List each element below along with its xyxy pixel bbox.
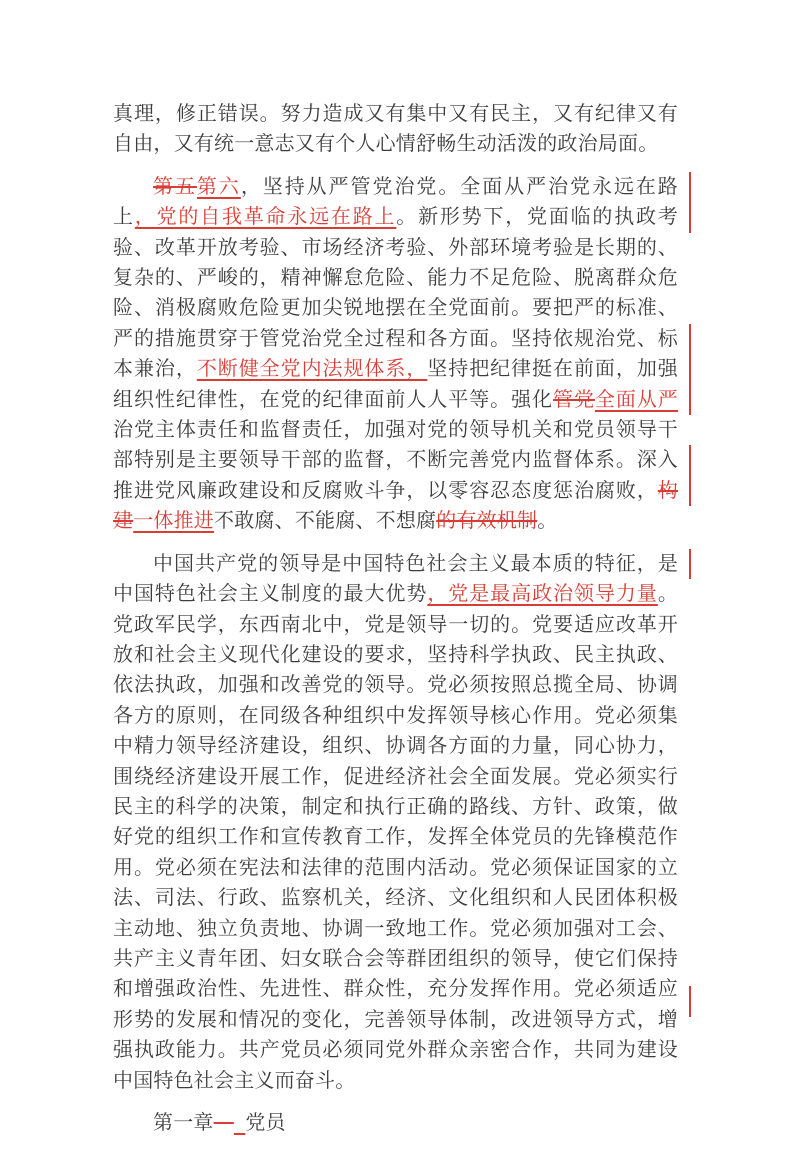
inserted-text-run: ，党是最高政治领导力量 [427, 583, 658, 606]
text-run: 坚持把纪律挺在前面，加强组织性纪律性，在党的纪律面前人人平等。强化 [113, 358, 678, 411]
paragraph-continuation [113, 99, 678, 160]
text-run: 治党主体责任和监督责任，加强对党的领导机关和党员领导干部特别是主要领导干部的监督，不断完善党内监督体系。深入推进党风廉政建设和反腐败斗争，以零容忍态度惩治腐败， [113, 419, 678, 502]
text-run: 中国共产党的领导是中国特色社会主义最本质的特征，是中国特色社会主义制度的最大优势 [113, 552, 678, 606]
deleted-text-run: 第五 [153, 175, 197, 198]
inserted-text-run: 全面从严 [594, 388, 678, 411]
text-run: 党员 [245, 1112, 286, 1134]
revision-change-bar [689, 172, 691, 233]
text-run: 。 [537, 510, 558, 533]
chapter-one-heading [113, 1108, 678, 1138]
text-run: 不敢腐、不能腐、不想腐 [214, 510, 437, 533]
deleted-text-run: 管党 [553, 388, 595, 411]
text-run: 。新形势下，党面临的执政考验、改革开放考验、市场经济考验、外部环境考验是长期的、复杂的、严峻的，精神懈怠危险、能力不足危险、脱离群众危险、消极腐败危险更加尖锐地摆在全党面前。要把严的标准、严的措施贯穿于管党治党全过程和各方面。坚持依规治党、标本兼治， [113, 206, 678, 381]
document-text-body[interactable] [113, 99, 678, 1150]
deleted-text-run [214, 1112, 234, 1134]
revision-change-bar [689, 324, 691, 415]
paragraph-strict-party-governance [113, 172, 678, 537]
revision-change-bar [689, 986, 691, 1017]
revision-change-bar [689, 445, 691, 506]
inserted-text-run: 一体推进 [133, 510, 215, 533]
deleted-text-run: 构建 [113, 479, 678, 533]
inserted-text-run: 不断健全党内法规体系， [196, 358, 428, 381]
revision-change-bar [689, 549, 691, 579]
inserted-text-run: 第六 [196, 175, 241, 198]
paragraph-party-leadership [113, 549, 678, 1096]
text-run: 。党政军民学，东西南北中，党是领导一切的。党要适应改革开放和社会主义现代化建设的要求，坚持科学执政、民主执政、依法执政，加强和改善党的领导。党必须按照总揽全局、协调各方的原则，在同级各种组织中发挥领导核心作用。党必须集中精力领导经济建设，组织、协调各方面的力量，同心协力，围绕经济建设开展工作，促进经济社会全面发展。党必须实行民主的科学的决策，制定和执行正确的路线、方针、政策，做好党的组织工作和宣传教育工作，发挥全体党员的先锋模范作用。党必须在宪法和法律的范围内活动。党必须保证国家的立法、司法、行政、监察机关，经济、文化组织和人民团体积极主动地、独立负责地、协调一致地工作。党必须加强对工会、共产主义青年团、妇女联合会等群团组织的领导，使它们保持和增强政治性、先进性、群众性，充分发挥作用。党必须适应形势的发展和情况的变化，完善领导体制，改进领导方式，增强执政能力。共产党员必须同党外群众亲密合作，共同为建设中国特色社会主义而奋斗。 [113, 583, 679, 1092]
inserted-text-run [234, 1112, 246, 1134]
text-run: 第一章 [153, 1112, 214, 1134]
text-run: ，坚持从严管党治党。全面从严治党永远在路上 [113, 175, 679, 229]
text-run: 真理，修正错误。努力造成又有集中又有民主，又有纪律又有自由，又有统一意志又有个人心情舒畅生动活泼的政治局面。 [113, 103, 678, 156]
deleted-text-run: 的有效机制 [436, 510, 538, 533]
inserted-text-run: ，党的自我革命永远在路上 [134, 206, 397, 229]
